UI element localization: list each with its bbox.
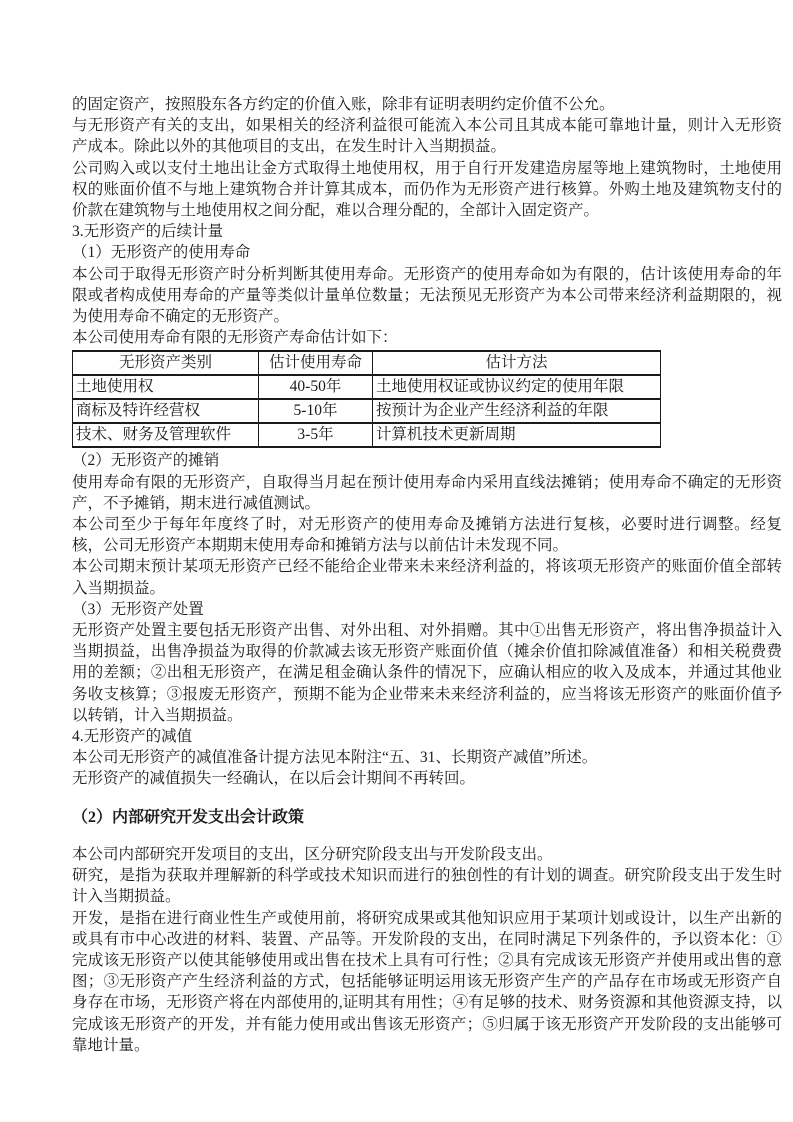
rd-policy-heading: （2）内部研究开发支出会计政策 bbox=[72, 808, 305, 826]
rd-paragraph-2: 研究，是指为获取并理解新的科学或技术知识而进行的独创性的有计划的调查。研究阶段支出于发生时计入当期损益。 bbox=[72, 867, 782, 906]
disposal-paragraph-1: 无形资产处置主要包括无形资产出售、对外出租、对外捐赠。其中①出售无形资产，将出售净损益计入当期损益，出售净损益为取得的价款减去该无形资产账面价值（摊余价值扣除减值准备）和相关税费费用的差额；②出租无形资产，在满足租金确认条件的情况下，应确认相应的收入及成本，并通过其他业务收支核算；③报废无形资产，预期不能为企业带来未来经济利益的，应当将该无形资产的账面价值予以转销，计入当期损益。 bbox=[72, 622, 782, 724]
amortization-paragraph-2: 本公司至少于每年年度终了时，对无形资产的使用寿命及摊销方法进行复核，必要时进行调整。经复核，公司无形资产本期期末使用寿命和摊销方法与以前估计未发现不同。 bbox=[72, 516, 782, 555]
section-3-heading: 3.无形资产的后续计量 bbox=[72, 223, 224, 241]
cell-method: 计算机技术更新周期 bbox=[373, 423, 661, 447]
table-header-estimation-method: 估计方法 bbox=[373, 351, 661, 375]
cell-asset-type: 技术、财务及管理软件 bbox=[73, 423, 259, 447]
section-4-heading: 4.无形资产的减值 bbox=[72, 728, 193, 746]
cell-life: 40-50年 bbox=[259, 375, 373, 399]
table-row bbox=[73, 423, 661, 447]
useful-life-table-lead-in: 本公司使用寿命有限的无形资产寿命估计如下： bbox=[72, 329, 398, 347]
table-row bbox=[73, 375, 661, 399]
impairment-paragraph-2: 无形资产的减值损失一经确认，在以后会计期间不再转回。 bbox=[72, 770, 476, 788]
table-header-asset-type: 无形资产类别 bbox=[73, 351, 259, 375]
table-row bbox=[73, 399, 661, 423]
intro-paragraph-1: 的固定资产，按照股东各方约定的价值入账，除非有证明表明约定价值不公允。 bbox=[72, 96, 615, 113]
subsection-amortization-heading: （2）无形资产的摊销 bbox=[72, 452, 220, 470]
rd-paragraph-1: 本公司内部研究开发项目的支出，区分研究阶段支出与开发阶段支出。 bbox=[72, 845, 553, 863]
useful-life-paragraph-1: 本公司于取得无形资产时分析判断其使用寿命。无形资产的使用寿命如为有限的，估计该使用寿命的年限或者构成使用寿命的产量等类似计量单位数量；无法预见无形资产为本公司带来经济利益期限的，视为使用寿命不确定的无形资产。 bbox=[72, 265, 782, 326]
cell-asset-type: 商标及特许经营权 bbox=[73, 399, 259, 423]
cell-life: 3-5年 bbox=[259, 423, 373, 447]
cell-asset-type: 土地使用权 bbox=[73, 375, 259, 399]
document-body bbox=[72, 94, 782, 1056]
table-header-row bbox=[73, 351, 661, 375]
amortization-paragraph-3: 本公司期末预计某项无形资产已经不能给企业带来未来经济利益的，将该项无形资产的账面价值全部转入当期损益。 bbox=[72, 558, 782, 597]
subsection-disposal-heading: （3）无形资产处置 bbox=[72, 600, 204, 618]
useful-life-table bbox=[72, 350, 661, 448]
table-header-estimated-life: 估计使用寿命 bbox=[259, 351, 373, 375]
impairment-paragraph-1: 本公司无形资产的减值准备计提方法见本附注“五、31、长期资产减值”所述。 bbox=[72, 749, 598, 767]
cell-life: 5-10年 bbox=[259, 399, 373, 423]
subsection-useful-life-heading: （1）无形资产的使用寿命 bbox=[72, 244, 251, 262]
rd-paragraph-3: 开发，是指在进行商业性生产或使用前，将研究成果或其他知识应用于某项计划或设计，以生产出新的或具有市中心改进的材料、装置、产品等。开发阶段的支出，在同时满足下列条件的，予以资本化：①完成该无形资产以使其能够使用或出售在技术上具有可行性；②具有完成该无形资产并使用或出售的意图；③无形资产产生经济利益的方式，包括能够证明运用该无形资产生产的产品存在市场或无形资产自身存在市场，无形资产将在内部使用的,证明其有用性；④有足够的技术、财务资源和其他资源支持，以完成该无形资产的开发，并有能力使用或出售该无形资产；⑤归属于该无形资产开发阶段的支出能够可靠地计量。 bbox=[72, 909, 782, 1054]
amortization-paragraph-1: 使用寿命有限的无形资产，自取得当月起在预计使用寿命内采用直线法摊销；使用寿命不确定的无形资产，不予摊销，期末进行减值测试。 bbox=[72, 473, 782, 512]
intro-paragraph-2: 与无形资产有关的支出，如果相关的经济利益很可能流入本公司且其成本能可靠地计量，则计入无形资产成本。除此以外的其他项目的支出，在发生时计入当期损益。 bbox=[72, 117, 782, 156]
cell-method: 土地使用权证或协议约定的使用年限 bbox=[373, 375, 661, 399]
intro-paragraph-3: 公司购入或以支付土地出让金方式取得土地使用权，用于自行开发建造房屋等地上建筑物时，土地使用权的账面价值不与地上建筑物合并计算其成本，而仍作为无形资产进行核算。外购土地及建筑物支付的价款在建筑物与土地使用权之间分配，难以合理分配的，全部计入固定资产。 bbox=[72, 159, 782, 220]
cell-method: 按预计为企业产生经济利益的年限 bbox=[373, 399, 661, 423]
